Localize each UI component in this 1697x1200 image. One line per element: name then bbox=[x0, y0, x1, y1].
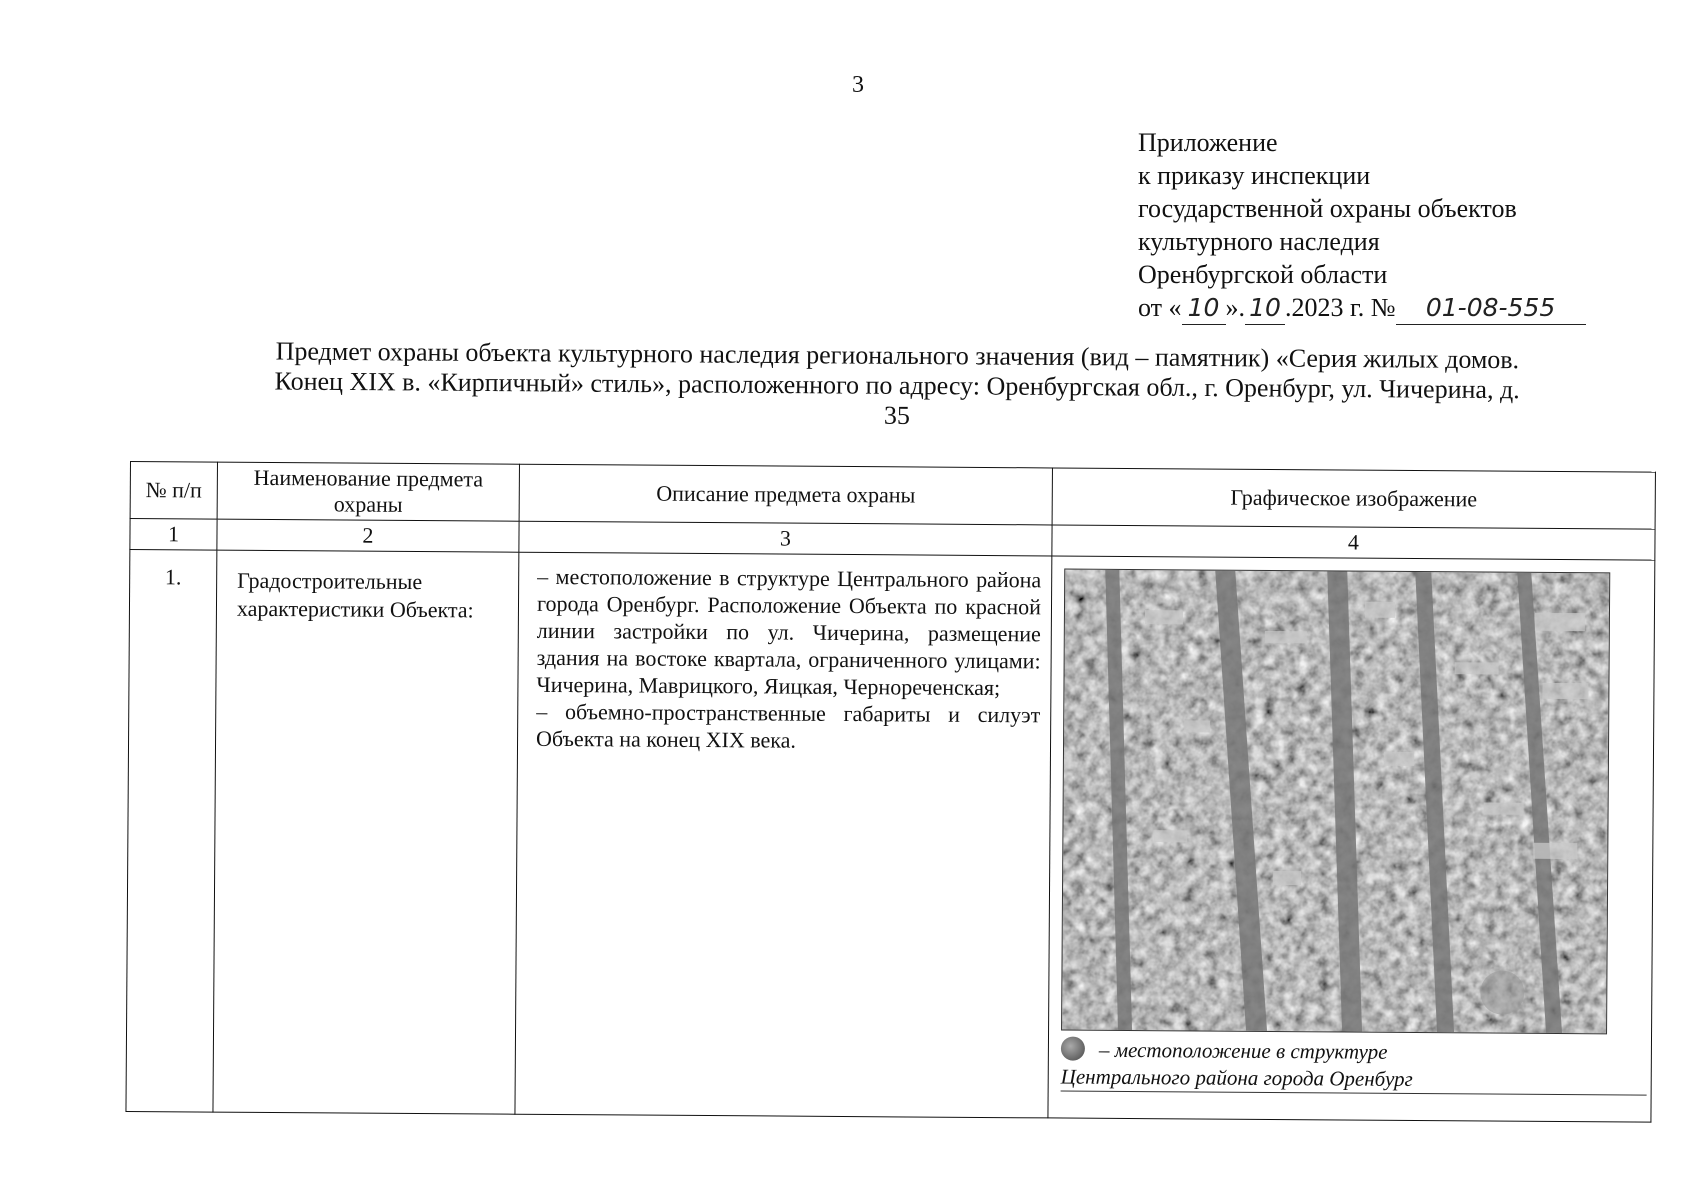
appendix-line: Оренбургской области bbox=[1138, 260, 1388, 289]
satellite-map-image bbox=[1061, 569, 1610, 1035]
date-prefix: от « bbox=[1138, 293, 1182, 322]
location-marker-icon bbox=[1061, 1037, 1085, 1061]
column-number: 3 bbox=[519, 521, 1052, 556]
handwritten-month: 10 bbox=[1245, 291, 1285, 325]
title-line-1: Предмет охраны объекта культурного наследия регионального значения (вид – памятник) «Серия жилых домов. bbox=[275, 336, 1520, 375]
date-mid: ». bbox=[1225, 293, 1246, 322]
row-name: Градостроительные характеристики Объекта: bbox=[213, 550, 519, 1114]
appendix-line: Приложение bbox=[1138, 128, 1278, 157]
date-year: .2023 г. № bbox=[1285, 293, 1396, 322]
handwritten-order-number: 01-08-555 bbox=[1396, 291, 1586, 325]
order-date-line bbox=[1138, 291, 1586, 325]
column-number: 1 bbox=[130, 519, 217, 551]
header-graphic: Графическое изображение bbox=[1052, 468, 1655, 529]
title-line-2: Конец XIX в. «Кирпичный» стиль», расположенного по адресу: Оренбургская обл., г. Оренбург, ул. Чичерина, д. bbox=[274, 366, 1520, 405]
protection-subject-table bbox=[125, 461, 1656, 1123]
handwritten-day: 10 bbox=[1182, 291, 1226, 325]
legend-text-line-2: Центрального района города Оренбург bbox=[1061, 1064, 1647, 1096]
document-title bbox=[199, 336, 1595, 436]
legend-text-line-1: – местоположение в структуре bbox=[1098, 1037, 1388, 1064]
row-description: – местоположение в структуре Центрального района города Оренбург. Расположение Объекта по красной линии застройки по ул. Чичерина, размещение здания на востоке квартала, ограниченного улицами: Чичерина, Маврицкого, Яицкая, Чернореченская; – объемно-пространственные габариты и силуэт Объекта на конец XIX века. bbox=[515, 552, 1052, 1118]
header-name: Наименование предмета охраны bbox=[217, 462, 519, 521]
header-number: № п/п bbox=[130, 462, 217, 520]
appendix-line: культурного наследия bbox=[1138, 227, 1380, 256]
map-legend bbox=[1061, 1037, 1647, 1096]
table-header-row bbox=[130, 462, 1655, 530]
appendix-line: государственной охраны объектов bbox=[1138, 194, 1517, 223]
appendix-line: к приказу инспекции bbox=[1138, 161, 1371, 190]
table-row bbox=[126, 550, 1655, 1123]
title-line-3: 35 bbox=[883, 400, 911, 430]
row-graphic-cell bbox=[1048, 556, 1655, 1122]
column-number: 2 bbox=[217, 519, 519, 552]
page-number: 3 bbox=[852, 72, 864, 98]
column-number: 4 bbox=[1052, 525, 1655, 560]
header-description: Описание предмета охраны bbox=[519, 464, 1052, 525]
row-number: 1. bbox=[126, 550, 217, 1113]
appendix-block bbox=[1138, 126, 1586, 325]
